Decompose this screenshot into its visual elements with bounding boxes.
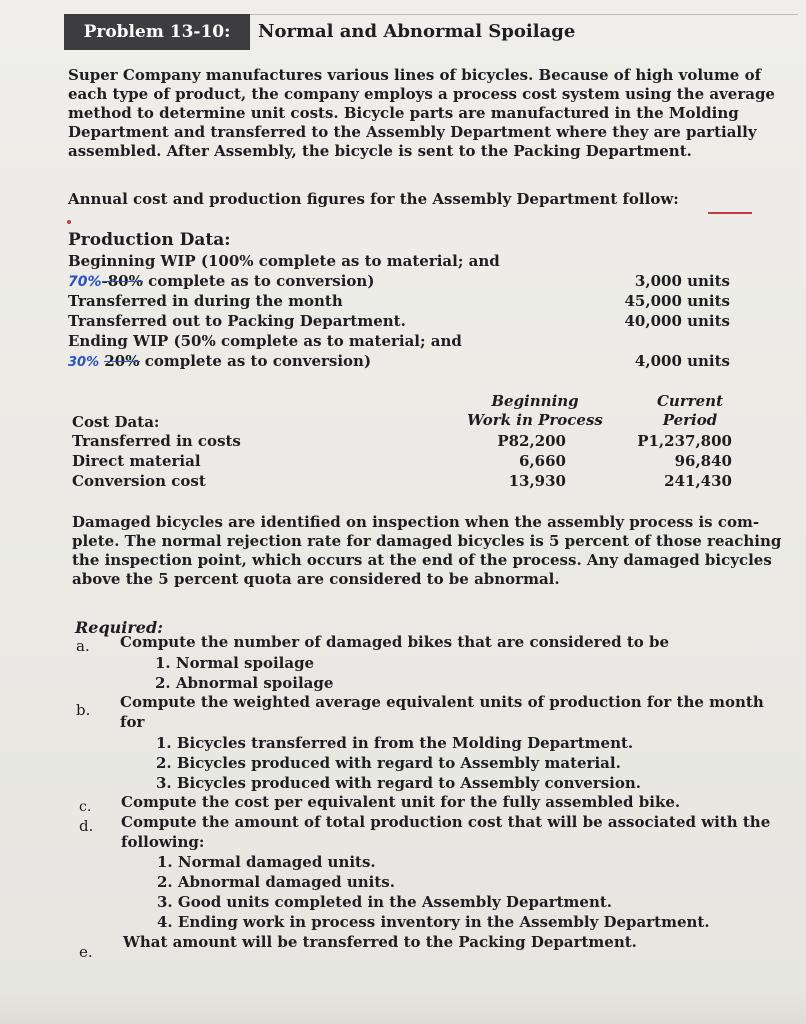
beginning-wip-line1: Beginning WIP (100% complete as to material; and (68, 252, 500, 270)
damage-line: Damaged bicycles are identified on inspection when the assembly process is com- (72, 513, 760, 531)
handwritten-70-percent: 70% (68, 274, 102, 290)
damage-line: plete. The normal rejection rate for damaged bicycles is 5 percent of those reaching (72, 532, 782, 550)
ending-wip-line2: 30% 20% complete as to conversion) (68, 352, 372, 370)
col-head-current: Current (656, 392, 724, 410)
transferred-out-units: 40,000 units (624, 312, 730, 330)
item-b-text-line1: Compute the weighted average equivalent units of production for the month (120, 693, 764, 711)
item-a-text: Compute the number of damaged bikes that are considered to be (120, 633, 670, 651)
item-c-text: Compute the cost per equivalent unit for the fully assembled bike. (121, 793, 681, 811)
cost-row-label: Conversion cost (72, 472, 206, 490)
beginning-wip-line2: 70%-80% complete as to conversion) (68, 272, 375, 290)
cost-row-label: Transferred in costs (72, 432, 241, 450)
damage-line: above the 5 percent quota are considered to be abnormal. (72, 570, 560, 588)
ending-wip-units: 4,000 units (634, 352, 730, 370)
item-a-sub: 2. Abnormal spoilage (155, 674, 334, 692)
red-pen-mark (708, 212, 752, 214)
struck-20-percent: 20% (104, 352, 140, 370)
intro-line: each type of product, the company employs a process cost system using the average (68, 85, 775, 103)
transferred-in-label: Transferred in during the month (68, 292, 343, 310)
intro-line: method to determine unit costs. Bicycle parts are manufactured in the Molding (68, 104, 739, 122)
beginning-wip-units: 3,000 units (634, 272, 730, 290)
annual-figures-line: Annual cost and production figures for the Assembly Department follow: (68, 190, 679, 208)
item-b-sub: 1. Bicycles transferred in from the Molding Department. (156, 734, 634, 752)
handwritten-30-percent: 30% (68, 355, 100, 370)
cost-data-heading: Cost Data: (72, 413, 160, 431)
col-head-period: Period (662, 411, 718, 429)
cost-row-current: 241,430 (664, 472, 732, 490)
required-heading: Required: (75, 618, 164, 637)
red-pen-dot (67, 220, 71, 224)
cost-row-beginning: 13,930 (508, 472, 566, 490)
cost-row-beginning: 6,660 (519, 452, 566, 470)
cost-row-current: 96,840 (674, 452, 732, 470)
item-e-letter: e. (79, 943, 93, 961)
page-bottom-shadow (0, 990, 806, 1024)
item-d-letter: d. (79, 817, 94, 835)
item-d-sub: 2. Abnormal damaged units. (157, 873, 395, 891)
item-b-sub: 3. Bicycles produced with regard to Assembly conversion. (156, 774, 641, 792)
item-a-letter: a. (76, 637, 90, 655)
item-b-sub: 2. Bicycles produced with regard to Assembly material. (156, 754, 621, 772)
item-d-sub: 1. Normal damaged units. (157, 853, 376, 871)
item-d-sub: 4. Ending work in process inventory in the Assembly Department. (157, 913, 710, 931)
intro-line: assembled. After Assembly, the bicycle is sent to the Packing Department. (68, 142, 692, 160)
item-b-text-line2: for (120, 713, 145, 731)
col-head-wip: Work in Process (467, 411, 603, 429)
problem-title: Normal and Abnormal Spoilage (258, 21, 576, 42)
item-c-letter: c. (79, 799, 92, 815)
item-d-text-line1: Compute the amount of total production cost that will be associated with the (121, 813, 771, 831)
col-head-beginning: Beginning (491, 392, 579, 410)
item-e-text: What amount will be transferred to the Packing Department. (123, 933, 637, 951)
intro-line: Super Company manufactures various lines of bicycles. Because of high volume of (68, 66, 762, 84)
transferred-in-units: 45,000 units (624, 292, 730, 310)
production-data-heading: Production Data: (68, 230, 231, 250)
cost-row-beginning: P82,200 (497, 432, 566, 450)
item-b-letter: b. (76, 701, 91, 719)
item-d-sub: 3. Good units completed in the Assembly Department. (157, 893, 612, 911)
item-d-text-line2: following: (121, 833, 205, 851)
problem-label: Problem 13-10: (64, 14, 250, 50)
intro-line: Department and transferred to the Assembly Department where they are partially (68, 123, 757, 141)
cost-row-label: Direct material (72, 452, 201, 470)
item-a-sub: 1. Normal spoilage (155, 654, 315, 672)
damage-line: the inspection point, which occurs at the end of the process. Any damaged bicycles (72, 551, 772, 569)
ending-wip-line1: Ending WIP (50% complete as to material; and (68, 332, 462, 350)
struck-80-percent: -80% (101, 272, 143, 290)
cost-row-current: P1,237,800 (637, 432, 732, 450)
transferred-out-label: Transferred out to Packing Department. (68, 312, 406, 330)
